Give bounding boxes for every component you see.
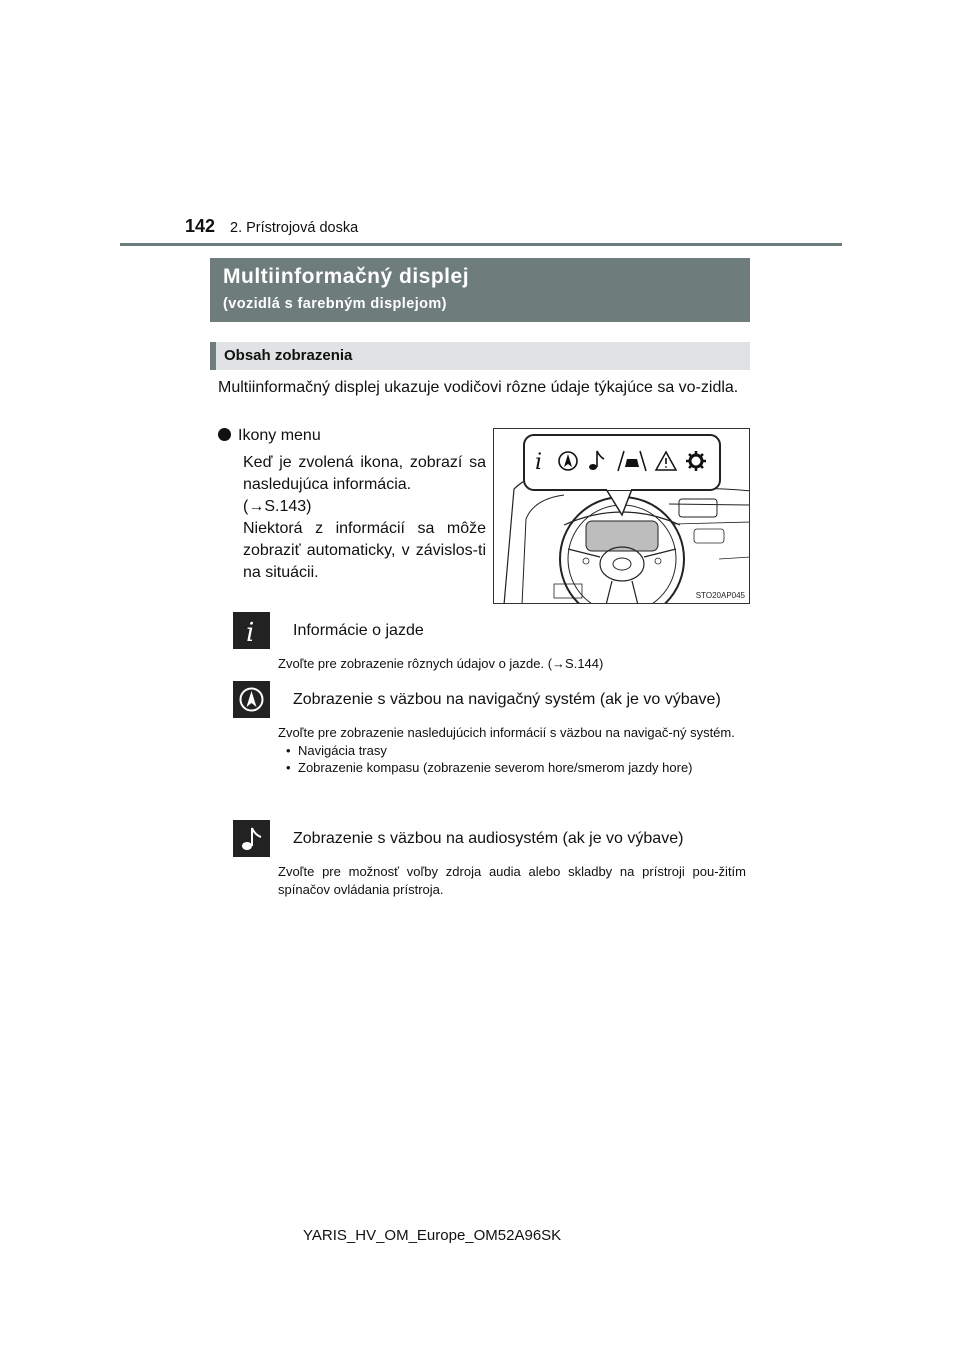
section-heading-label: Obsah zobrazenia bbox=[224, 347, 353, 364]
navigation-bullet-list bbox=[278, 742, 746, 777]
bullet-heading bbox=[218, 425, 321, 447]
music-note-icon bbox=[233, 820, 270, 857]
bullet-text-2: (→S.143) bbox=[243, 498, 312, 515]
list-item: • Navigácia trasy bbox=[278, 742, 746, 760]
footer-document-code: YARIS_HV_OM_Europe_OM52A96SK bbox=[303, 1227, 562, 1244]
chapter-title: 2. Prístrojová doska bbox=[230, 220, 359, 236]
bullet-body bbox=[243, 452, 486, 584]
bullet-dot-icon bbox=[218, 428, 231, 441]
item-title-info: Informácie o jazde bbox=[293, 622, 424, 639]
illustration-code: STO20AP045 bbox=[695, 591, 745, 600]
item-title-audio: Zobrazenie s väzbou na audiosystém (ak je vo výbave) bbox=[293, 830, 684, 847]
section-accent bbox=[210, 342, 216, 370]
navigation-icon bbox=[233, 681, 270, 718]
bullet-heading-label: Ikony menu bbox=[238, 427, 321, 444]
section-heading bbox=[210, 342, 750, 370]
page-number: 142 bbox=[185, 216, 216, 236]
item-title-navigation: Zobrazenie s väzbou na navigačný systém (ak je vo výbave) bbox=[293, 691, 721, 708]
info-icon bbox=[233, 612, 270, 649]
list-item: • Zobrazenie kompasu (zobrazenie severom hore/smerom jazdy hore) bbox=[278, 759, 746, 777]
dashboard-drawing bbox=[494, 429, 750, 604]
item-desc-info: Zvoľte pre zobrazenie rôznych údajov o jazde. (→S.144) bbox=[278, 656, 604, 671]
svg-text:i: i bbox=[246, 618, 255, 648]
info-icon bbox=[535, 450, 542, 475]
item-desc-navigation-text: Zvoľte pre zobrazenie nasledujúcich informácií s väzbou na navigač-ný systém. bbox=[278, 725, 735, 740]
svg-text:i: i bbox=[535, 450, 543, 475]
page-title: Multiinformačný displej bbox=[223, 265, 470, 288]
page-subtitle: (vozidlá s farebným displejom) bbox=[223, 296, 447, 312]
item-desc-navigation bbox=[278, 724, 746, 777]
bullet-text-1: Keď je zvolená ikona, zobrazí sa nasledujúca informácia. bbox=[243, 454, 486, 493]
bullet-text-3: Niektorá z informácií sa môže zobraziť automaticky, v závislos-ti na situácii. bbox=[243, 520, 486, 581]
dashboard-illustration bbox=[493, 428, 750, 604]
title-banner bbox=[210, 258, 750, 322]
intro-paragraph: Multiinformačný displej ukazuje vodičovi rôzne údaje týkajúce sa vo-zidla. bbox=[218, 379, 739, 396]
header-divider bbox=[120, 243, 842, 246]
item-desc-audio: Zvoľte pre možnosť voľby zdroja audia alebo skladby na prístroji pou-žitím spínačov ovládania prístroja. bbox=[278, 864, 746, 897]
